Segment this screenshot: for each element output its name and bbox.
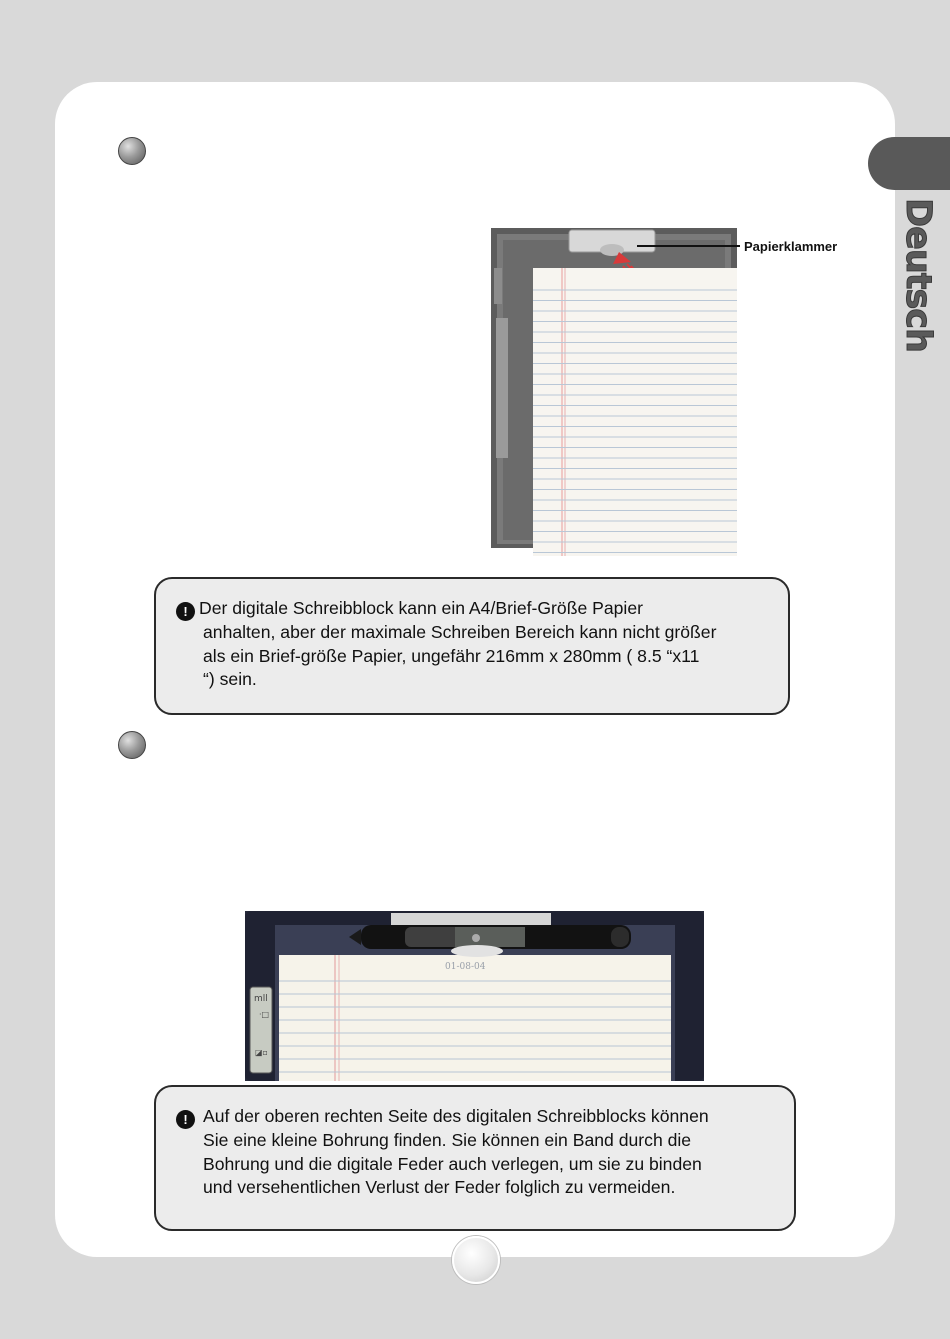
- section-bullet-2: [118, 731, 146, 759]
- page-number-circle: [452, 1236, 500, 1284]
- note-line: “) sein.: [203, 669, 257, 689]
- language-label: Deutsch: [898, 198, 938, 352]
- warning-icon: !: [176, 602, 195, 621]
- note-line: und versehentlichen Verlust der Feder folglich zu vermeiden.: [203, 1177, 676, 1197]
- warning-icon: !: [176, 1110, 195, 1129]
- pad-side-rail: [496, 318, 508, 458]
- note-line-text: Auf der oberen rechten Seite des digitalen Schreibblocks können: [203, 1106, 709, 1126]
- note-line: anhalten, aber der maximale Schreiben Bereich kann nicht größer: [203, 622, 717, 642]
- svg-text:mll: mll: [254, 994, 268, 1004]
- note-line-text: Der digitale Schreibblock kann ein A4/Brief-Größe Papier: [199, 598, 643, 618]
- svg-text:◪▫: ◪▫: [255, 1048, 268, 1057]
- note-line: Bohrung und die digitale Feder auch verlegen, um sie zu binden: [203, 1153, 702, 1174]
- digital-pen: [349, 925, 631, 949]
- language-tab: [868, 137, 950, 190]
- section-bullet-1: [118, 137, 146, 165]
- clip-holder: [451, 945, 503, 957]
- writing-pad-photo: [491, 228, 737, 556]
- note-line: Sie eine kleine Bohrung finden. Sie können ein Band durch die: [203, 1130, 692, 1150]
- date-stamp: 01-08-04: [445, 962, 486, 972]
- pad-with-pen-photo: [245, 911, 704, 1081]
- paper-sheet-2: [279, 955, 671, 1081]
- note-line: [176, 597, 716, 621]
- callout-line-ext: [737, 245, 740, 247]
- paper-clip-label: Papierklammer: [744, 239, 838, 254]
- callout-line: [637, 245, 737, 247]
- note-text-2: [176, 1105, 709, 1200]
- pad-side-slot: [494, 268, 502, 304]
- note-line: [176, 1105, 709, 1129]
- note-line: als ein Brief-größe Papier, ungefähr 216mm x 280mm ( 8.5 “x11: [203, 645, 700, 666]
- svg-text:·□: ·□: [259, 1010, 270, 1019]
- note-text-1: [176, 597, 716, 692]
